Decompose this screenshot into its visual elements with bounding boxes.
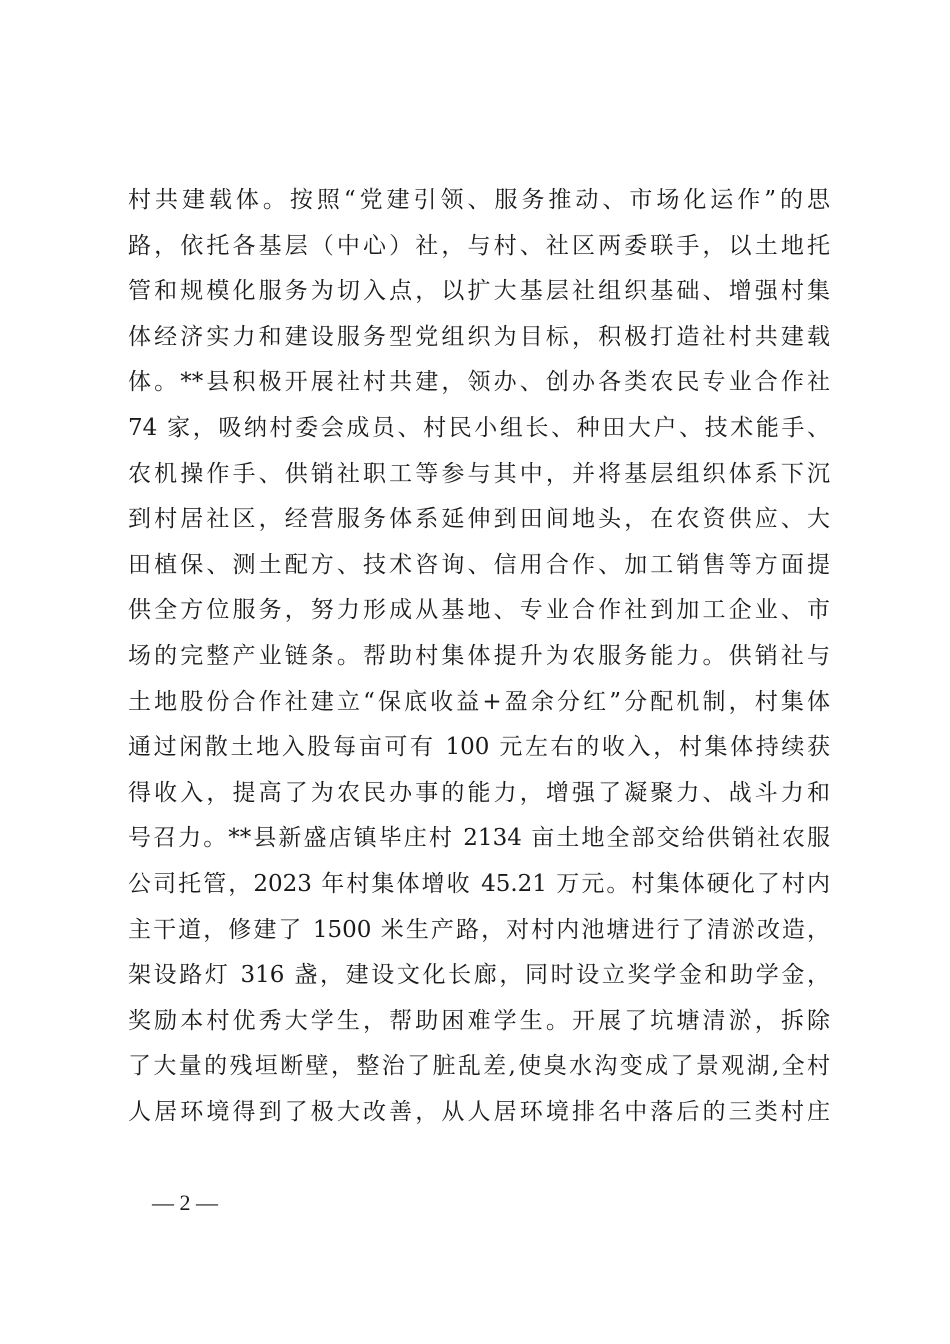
- text-line: 供全方位服务，努力形成从基地、专业合作社到加工企业、市: [128, 597, 830, 624]
- body-paragraph: [128, 178, 830, 1135]
- text-line: 体。**县积极开展社村共建，领办、创办各类农民专业合作社: [128, 369, 830, 396]
- text-line: 了大量的残垣断壁，整治了脏乱差,使臭水沟变成了景观湖,全村: [128, 1053, 830, 1080]
- text-line: 农机操作手、供销社职工等参与其中，并将基层组织体系下沉: [128, 460, 830, 487]
- text-line: 路，依托各基层（中心）社，与村、社区两委联手，以土地托: [128, 232, 830, 259]
- text-line: 74 家，吸纳村委会成员、村民小组长、种田大户、技术能手、: [128, 414, 830, 441]
- text-line: 人居环境得到了极大改善，从人居环境排名中落后的三类村庄: [128, 1098, 830, 1125]
- text-line: 公司托管，2023 年村集体增收 45.21 万元。村集体硬化了村内: [128, 870, 830, 897]
- text-line: 土地股份合作社建立“保底收益+盈余分红”分配机制，村集体: [128, 688, 830, 715]
- text-line: 通过闲散土地入股每亩可有 100 元左右的收入，村集体持续获: [128, 734, 830, 761]
- page-number: — 2 —: [152, 1190, 218, 1215]
- text-line: 主干道，修建了 1500 米生产路，对村内池塘进行了清淤改造，: [128, 916, 830, 943]
- text-line: 得收入，提高了为农民办事的能力，增强了凝聚力、战斗力和: [128, 779, 830, 806]
- text-line: 村共建载体。按照“党建引领、服务推动、市场化运作”的思: [128, 187, 830, 213]
- text-line: 号召力。**县新盛店镇毕庄村 2134 亩土地全部交给供销社农服: [128, 825, 830, 852]
- text-line: 架设路灯 316 盏，建设文化长廊，同时设立奖学金和助学金，: [128, 962, 830, 989]
- text-line: 田植保、测土配方、技术咨询、信用合作、加工销售等方面提: [128, 551, 830, 578]
- text-line: 奖励本村优秀大学生，帮助困难学生。开展了坑塘清淤，拆除: [128, 1007, 830, 1034]
- text-line: 体经济实力和建设服务型党组织为目标，积极打造社村共建载: [128, 323, 830, 350]
- text-line: 场的完整产业链条。帮助村集体提升为农服务能力。供销社与: [128, 642, 830, 669]
- text-line: 管和规模化服务为切入点，以扩大基层社组织基础、增强村集: [128, 278, 830, 305]
- text-line: 到村居社区，经营服务体系延伸到田间地头，在农资供应、大: [128, 506, 830, 533]
